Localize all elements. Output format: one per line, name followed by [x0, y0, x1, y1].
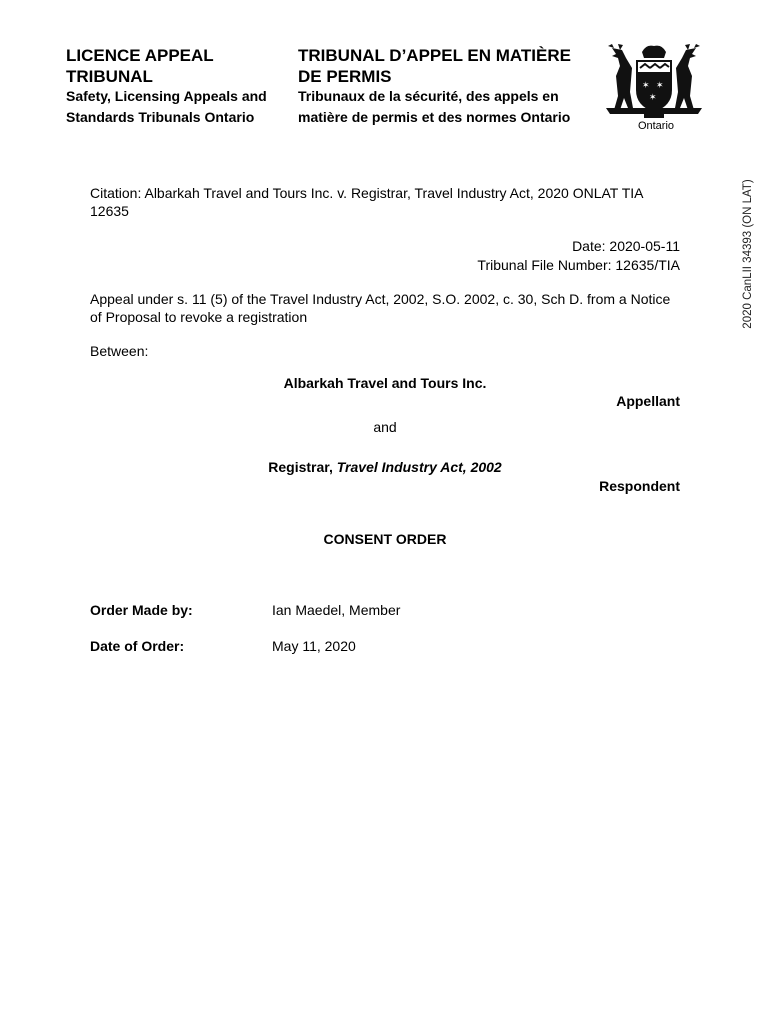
- respondent-role: Respondent: [599, 478, 680, 494]
- logo-caption: Ontario: [637, 120, 675, 132]
- tribunal-title-en: LICENCE APPEAL TRIBUNAL: [66, 46, 214, 86]
- svg-text:✶: ✶: [642, 81, 650, 91]
- svg-text:✶: ✶: [656, 81, 664, 91]
- canlii-watermark: 2020 CanLII 34393 (ON LAT): [742, 179, 754, 329]
- respondent-name: [90, 458, 680, 476]
- respondent-prefix: Registrar,: [268, 459, 337, 475]
- svg-text:✶: ✶: [649, 93, 657, 103]
- tribunal-subtitle-fr: Tribunaux de la sécurité, des appels en matière de permis et des normes Ontario: [298, 88, 571, 125]
- between-label: Between:: [90, 343, 149, 359]
- order-made-by-label: Order Made by:: [90, 602, 193, 618]
- tribunal-title-fr: TRIBUNAL D’APPEL EN MATIÈRE DE PERMIS: [298, 46, 571, 86]
- respondent-act: Travel Industry Act, 2002: [336, 459, 502, 475]
- appeal-description: Appeal under s. 11 (5) of the Travel Industry Act, 2002, S.O. 2002, c. 30, Sch D. from a Notice of Proposal to revoke a registration: [90, 291, 671, 325]
- ontario-coat-of-arms-logo: [604, 42, 704, 138]
- tribunal-file-number: Tribunal File Number: 12635/TIA: [477, 257, 680, 273]
- order-made-by-value: Ian Maedel, Member: [272, 602, 401, 618]
- decision-date: Date: 2020-05-11: [572, 238, 680, 254]
- appellant-role: Appellant: [616, 393, 680, 409]
- coat-of-arms-icon: [604, 42, 704, 122]
- tribunal-subtitle-en: Safety, Licensing Appeals and Standards Tribunals Ontario: [66, 88, 267, 125]
- and-label: and: [373, 419, 397, 435]
- citation: Citation: Albarkah Travel and Tours Inc. v. Registrar, Travel Industry Act, 2020 ONLAT TIA 12635: [90, 185, 643, 219]
- order-title: CONSENT ORDER: [323, 531, 447, 547]
- date-of-order-value: May 11, 2020: [272, 638, 356, 654]
- date-of-order-label: Date of Order:: [90, 638, 185, 654]
- appellant-name: Albarkah Travel and Tours Inc.: [283, 375, 487, 391]
